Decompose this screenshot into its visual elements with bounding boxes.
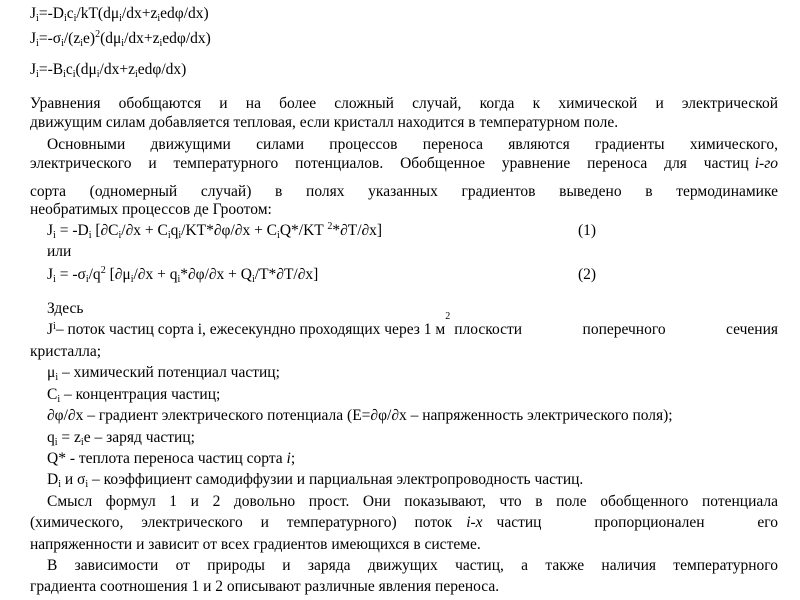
equation-2-number: (2) [578, 266, 597, 283]
para1-line1: Уравнения обобщаются и на более сложный случай, когда к химической и электрической [30, 95, 778, 112]
para3-line1: Смысл формул 1 и 2 довольно прост. Они показывают, что в поле обобщенного потенциала [47, 493, 778, 510]
definition-concentration: $C_i$ – концентрация частиц; [47, 386, 221, 405]
definition-chem-potential: $\mu_i$ – химический потенциал частиц; [47, 364, 280, 383]
definition-heat-transport: Q* - теплота переноса частиц сорта i; [47, 450, 296, 467]
equation-1: $J_i = -D_i$ [$\partial C_i/\partial x + C_iq_i/KT*\partial\varphi/\partial x + C_iQ*/KT$ $^2$*∂T/∂x] [47, 221, 383, 241]
para2-line1: Основными движущими силами процессов переноса являются градиенты химического, [47, 136, 778, 153]
para4-line2: градиента соотношения 1 и 2 описывают различные явления переноса. [30, 578, 500, 595]
definition-flux-cont: кристалла; [30, 343, 102, 360]
para2-line3: сорта (одномерный случай) в полях указанных градиентов выведено в термодинамике [30, 183, 778, 200]
formula-top-2: $J_i=-\sigma_i/(z_ie)^2(d\mu_i/dx+z_ied\varphi/dx)$ [30, 29, 211, 49]
or-label: или [47, 243, 72, 260]
definition-flux: J i – поток частиц сорта i, ежесекундно проходящих через 1 м 2 плоскости поперечного сечения [47, 311, 778, 338]
para2-line4: необратимых процессов де Гроотом: [30, 201, 272, 218]
para2-line2: электрического и температурного потенциалов. Обобщенное уравнение переноса для частиц i-го [30, 155, 778, 172]
para3-line3: напряженности и зависит от всех градиентов имеющихся в системе. [30, 536, 481, 553]
para3-line2: (химического, электрического и температурного) поток i-х частиц пропорционален его [30, 514, 778, 531]
definition-charge: $q_i = z_ie$ – заряд частиц; [47, 429, 195, 448]
formula-top-3: $J_i=-B_ic_i(d\mu_i/dx+z_ied\varphi/dx)$ [30, 61, 187, 80]
equation-2: $J_i = -\sigma_i/q^2$ $[\partial\mu_i/\partial x + q_i*\partial\varphi/\partial x + Q_i/T*\partial T/\partial x]$ [47, 265, 319, 285]
here-label: Здесь [47, 300, 84, 317]
formula-top-1: $J_i=-D_ic_i/kT(d\mu_i/dx+z_ied\varphi/dx)$ [30, 5, 209, 24]
para1-line2: движущим силам добавляется тепловая, если кристалл находится в температурном поле. [30, 114, 619, 131]
para4-line1: В зависимости от природы и заряда движущих частиц, а также наличия температурного [47, 557, 778, 574]
definition-electric-gradient: ∂φ/∂x – градиент электрического потенциала (E=∂φ/∂x – напряженность электрического поля); [47, 407, 673, 424]
equation-1-number: (1) [578, 222, 597, 239]
definition-coefficients: $D_i$ и $\sigma_i$ – коэффициент самодиффузии и парциальная электропроводность частиц. [47, 471, 584, 490]
